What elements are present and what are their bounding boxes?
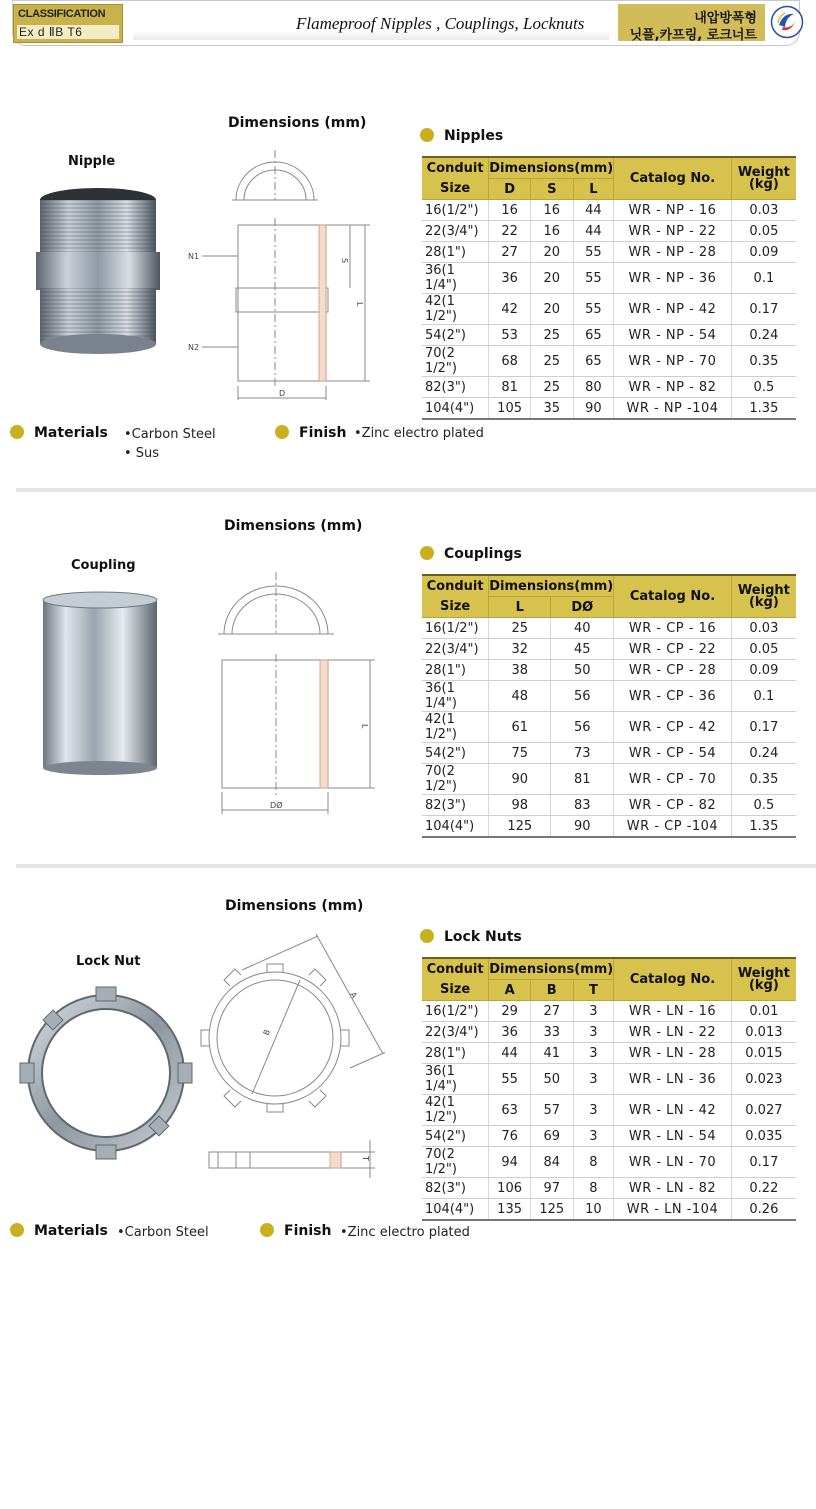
cell-catalog: WR - NP - 16 bbox=[614, 200, 732, 221]
cell-catalog: WR - CP - 28 bbox=[614, 660, 732, 681]
table-row bbox=[422, 764, 796, 795]
finish-label: Finish bbox=[299, 425, 347, 441]
col-header-conduit: Conduit bbox=[422, 575, 489, 597]
cell-c1: 25 bbox=[489, 618, 551, 639]
cell-size: 82(3") bbox=[422, 377, 489, 398]
cell-weight: 0.015 bbox=[731, 1043, 796, 1064]
cell-size: 70(2 1/2") bbox=[422, 346, 489, 377]
col-header-d: D bbox=[489, 179, 531, 200]
cell-c2: 84 bbox=[530, 1147, 573, 1178]
table-row bbox=[422, 639, 796, 660]
cell-c1: 29 bbox=[489, 1001, 531, 1022]
table-row bbox=[422, 816, 796, 838]
cell-c2: 50 bbox=[530, 1064, 573, 1095]
nipple-materials-title bbox=[10, 425, 108, 441]
cell-catalog: WR - NP - 36 bbox=[614, 263, 732, 294]
cell-catalog: WR - CP - 16 bbox=[614, 618, 732, 639]
cell-c1: 38 bbox=[489, 660, 551, 681]
cell-weight: 0.03 bbox=[731, 618, 796, 639]
table-row bbox=[422, 1178, 796, 1199]
locknut-finish-title bbox=[260, 1223, 331, 1239]
cell-c1: 106 bbox=[489, 1178, 531, 1199]
cell-size: 16(1/2") bbox=[422, 1001, 489, 1022]
col-header-size: Size bbox=[422, 597, 489, 618]
cell-size: 54(2") bbox=[422, 743, 489, 764]
cell-catalog: WR - LN - 82 bbox=[614, 1178, 732, 1199]
cell-c3: 44 bbox=[573, 200, 614, 221]
couplings-table bbox=[422, 574, 796, 838]
cell-c1: 90 bbox=[489, 764, 551, 795]
locknut-label-a: A bbox=[348, 990, 359, 1000]
locknut-technical-drawing bbox=[200, 928, 385, 1178]
cell-weight: 0.035 bbox=[731, 1126, 796, 1147]
weight-label: Weight bbox=[737, 165, 790, 180]
cell-c3: 10 bbox=[573, 1199, 614, 1221]
cell-catalog: WR - NP - 82 bbox=[614, 377, 732, 398]
cell-c1: 44 bbox=[489, 1043, 531, 1064]
cell-size: 104(4") bbox=[422, 1199, 489, 1221]
nipple-photo-icon bbox=[34, 186, 162, 358]
page-header bbox=[12, 0, 800, 46]
nipple-label-l: L bbox=[355, 302, 364, 307]
cell-size: 22(3/4") bbox=[422, 221, 489, 242]
couplings-table-title bbox=[420, 546, 522, 562]
cell-c2: 81 bbox=[551, 764, 614, 795]
cell-catalog: WR - CP - 22 bbox=[614, 639, 732, 660]
cell-c3: 90 bbox=[573, 398, 614, 420]
locknuts-table-title-text: Lock Nuts bbox=[444, 929, 522, 945]
cell-size: 42(1 1/2") bbox=[422, 712, 489, 743]
cell-c3: 55 bbox=[573, 242, 614, 263]
cell-catalog: WR - LN - 22 bbox=[614, 1022, 732, 1043]
cell-c1: 61 bbox=[489, 712, 551, 743]
bullet-dot-icon bbox=[10, 1223, 24, 1237]
cell-catalog: WR - NP - 22 bbox=[614, 221, 732, 242]
table-row bbox=[422, 1064, 796, 1095]
cell-c2: 40 bbox=[551, 618, 614, 639]
cell-size: 28(1") bbox=[422, 242, 489, 263]
cell-size: 36(1 1/4") bbox=[422, 263, 489, 294]
cell-size: 28(1") bbox=[422, 660, 489, 681]
cell-size: 28(1") bbox=[422, 1043, 489, 1064]
couplings-table-title-text: Couplings bbox=[444, 546, 522, 562]
cell-weight: 1.35 bbox=[731, 816, 796, 838]
cell-size: 70(2 1/2") bbox=[422, 764, 489, 795]
section-divider bbox=[16, 488, 816, 492]
cell-c2: 16 bbox=[530, 200, 573, 221]
nipple-label-n1: N1 bbox=[188, 252, 200, 261]
cell-weight: 0.027 bbox=[731, 1095, 796, 1126]
locknuts-table-title bbox=[420, 929, 522, 945]
cell-catalog: WR - CP -104 bbox=[614, 816, 732, 838]
cell-c1: 42 bbox=[489, 294, 531, 325]
col-header-catalog: Catalog No. bbox=[614, 575, 732, 618]
locknut-photo-icon bbox=[18, 985, 194, 1161]
cell-c2: 125 bbox=[530, 1199, 573, 1221]
cell-weight: 0.5 bbox=[731, 377, 796, 398]
section-divider bbox=[16, 864, 816, 868]
cell-weight: 0.24 bbox=[731, 325, 796, 346]
table-row bbox=[422, 398, 796, 420]
cell-c1: 27 bbox=[489, 242, 531, 263]
cell-c3: 3 bbox=[573, 1001, 614, 1022]
cell-catalog: WR - LN - 36 bbox=[614, 1064, 732, 1095]
cell-c2: 56 bbox=[551, 681, 614, 712]
col-header-d: DØ bbox=[551, 597, 614, 618]
coupling-label-l: L bbox=[360, 724, 369, 729]
classification-value: Ex d ⅡB T6 bbox=[17, 25, 119, 39]
cell-c1: 36 bbox=[489, 1022, 531, 1043]
table-row bbox=[422, 377, 796, 398]
cell-c3: 8 bbox=[573, 1147, 614, 1178]
cell-catalog: WR - CP - 70 bbox=[614, 764, 732, 795]
cell-c1: 63 bbox=[489, 1095, 531, 1126]
table-row bbox=[422, 795, 796, 816]
cell-c1: 36 bbox=[489, 263, 531, 294]
cell-c3: 8 bbox=[573, 1178, 614, 1199]
table-row bbox=[422, 1043, 796, 1064]
col-header-weight bbox=[731, 157, 796, 200]
cell-c1: 55 bbox=[489, 1064, 531, 1095]
materials-label: Materials bbox=[34, 1223, 108, 1239]
locknut-materials-title bbox=[10, 1223, 108, 1239]
col-header-conduit: Conduit bbox=[422, 958, 489, 980]
cell-size: 36(1 1/4") bbox=[422, 1064, 489, 1095]
cell-weight: 0.17 bbox=[731, 712, 796, 743]
table-row bbox=[422, 1126, 796, 1147]
coupling-dimensions-title: Dimensions (mm) bbox=[224, 518, 363, 534]
nipple-label-s: S bbox=[340, 258, 349, 264]
cell-size: 104(4") bbox=[422, 398, 489, 420]
cell-c2: 90 bbox=[551, 816, 614, 838]
bullet-dot-icon bbox=[10, 425, 24, 439]
cell-weight: 0.013 bbox=[731, 1022, 796, 1043]
nipples-table bbox=[422, 156, 796, 420]
col-header-b: B bbox=[530, 980, 573, 1001]
cell-size: 42(1 1/2") bbox=[422, 294, 489, 325]
korean-title-line1: 내압방폭형 bbox=[694, 11, 757, 26]
cell-size: 36(1 1/4") bbox=[422, 681, 489, 712]
cell-catalog: WR - LN - 28 bbox=[614, 1043, 732, 1064]
cell-size: 22(3/4") bbox=[422, 1022, 489, 1043]
cell-c3: 55 bbox=[573, 294, 614, 325]
cell-weight: 0.35 bbox=[731, 346, 796, 377]
col-header-catalog: Catalog No. bbox=[614, 157, 732, 200]
cell-catalog: WR - CP - 36 bbox=[614, 681, 732, 712]
cell-c3: 65 bbox=[573, 346, 614, 377]
cell-c2: 25 bbox=[530, 346, 573, 377]
col-header-size: Size bbox=[422, 980, 489, 1001]
cell-c2: 20 bbox=[530, 242, 573, 263]
col-header-dimensions: Dimensions(mm) bbox=[489, 958, 614, 980]
nipple-product-label: Nipple bbox=[68, 154, 116, 169]
locknuts-table bbox=[422, 957, 796, 1221]
cell-catalog: WR - LN - 54 bbox=[614, 1126, 732, 1147]
cell-weight: 0.24 bbox=[731, 743, 796, 764]
nipple-finish-value: •Zinc electro plated bbox=[354, 426, 484, 441]
table-row bbox=[422, 294, 796, 325]
cell-c1: 68 bbox=[489, 346, 531, 377]
nipples-table-title bbox=[420, 128, 503, 144]
table-row bbox=[422, 618, 796, 639]
cell-size: 54(2") bbox=[422, 1126, 489, 1147]
weight-unit: (kg) bbox=[748, 177, 779, 192]
coupling-label-d: DØ bbox=[270, 801, 283, 810]
cell-weight: 0.1 bbox=[731, 263, 796, 294]
cell-weight: 0.09 bbox=[731, 242, 796, 263]
locknut-finish-value: •Zinc electro plated bbox=[340, 1225, 470, 1240]
cell-c2: 73 bbox=[551, 743, 614, 764]
cell-weight: 0.05 bbox=[731, 221, 796, 242]
nipple-label-d: D bbox=[279, 389, 286, 398]
locknut-material-1: •Carbon Steel bbox=[117, 1225, 209, 1240]
table-row bbox=[422, 1022, 796, 1043]
cell-c1: 94 bbox=[489, 1147, 531, 1178]
cell-c1: 22 bbox=[489, 221, 531, 242]
col-header-dimensions: Dimensions(mm) bbox=[489, 575, 614, 597]
coupling-product-label: Coupling bbox=[71, 558, 136, 573]
col-header-l: L bbox=[489, 597, 551, 618]
cell-c2: 83 bbox=[551, 795, 614, 816]
locknut-dimensions-title: Dimensions (mm) bbox=[225, 898, 364, 914]
cell-c1: 125 bbox=[489, 816, 551, 838]
col-header-l: L bbox=[573, 179, 614, 200]
cell-c1: 16 bbox=[489, 200, 531, 221]
cell-size: 16(1/2") bbox=[422, 200, 489, 221]
table-row bbox=[422, 1147, 796, 1178]
nipple-finish-title bbox=[275, 425, 346, 441]
cell-catalog: WR - LN -104 bbox=[614, 1199, 732, 1221]
bullet-dot-icon bbox=[260, 1223, 274, 1237]
cell-c1: 76 bbox=[489, 1126, 531, 1147]
cell-c3: 65 bbox=[573, 325, 614, 346]
cell-c2: 50 bbox=[551, 660, 614, 681]
col-header-t: T bbox=[573, 980, 614, 1001]
bullet-dot-icon bbox=[420, 546, 434, 560]
cell-catalog: WR - NP - 54 bbox=[614, 325, 732, 346]
cell-weight: 0.17 bbox=[731, 294, 796, 325]
col-header-weight bbox=[731, 958, 796, 1001]
cell-c1: 135 bbox=[489, 1199, 531, 1221]
materials-label: Materials bbox=[34, 425, 108, 441]
cell-size: 16(1/2") bbox=[422, 618, 489, 639]
col-header-dimensions: Dimensions(mm) bbox=[489, 157, 614, 179]
cell-catalog: WR - NP - 70 bbox=[614, 346, 732, 377]
cell-size: 82(3") bbox=[422, 1178, 489, 1199]
bullet-dot-icon bbox=[275, 425, 289, 439]
table-row bbox=[422, 200, 796, 221]
col-header-catalog: Catalog No. bbox=[614, 958, 732, 1001]
table-row bbox=[422, 325, 796, 346]
cell-catalog: WR - NP - 28 bbox=[614, 242, 732, 263]
cell-weight: 0.17 bbox=[731, 1147, 796, 1178]
cell-c1: 53 bbox=[489, 325, 531, 346]
cell-catalog: WR - LN - 70 bbox=[614, 1147, 732, 1178]
cell-c1: 81 bbox=[489, 377, 531, 398]
col-header-weight bbox=[731, 575, 796, 618]
cell-c2: 56 bbox=[551, 712, 614, 743]
locknut-label-b: B bbox=[261, 1028, 273, 1037]
table-row bbox=[422, 660, 796, 681]
cell-c3: 3 bbox=[573, 1126, 614, 1147]
table-row bbox=[422, 712, 796, 743]
cell-weight: 0.1 bbox=[731, 681, 796, 712]
cell-catalog: WR - LN - 42 bbox=[614, 1095, 732, 1126]
col-header-s: S bbox=[530, 179, 573, 200]
cell-c2: 27 bbox=[530, 1001, 573, 1022]
cell-c3: 3 bbox=[573, 1043, 614, 1064]
cell-catalog: WR - CP - 54 bbox=[614, 743, 732, 764]
nipple-material-2: • Sus bbox=[124, 446, 160, 461]
cell-c3: 55 bbox=[573, 263, 614, 294]
cell-weight: 1.35 bbox=[731, 398, 796, 420]
page-title: Flameproof Nipples , Couplings, Locknuts bbox=[296, 14, 585, 33]
col-header-size: Size bbox=[422, 179, 489, 200]
company-logo-icon bbox=[770, 5, 804, 39]
table-row bbox=[422, 221, 796, 242]
nipple-technical-drawing bbox=[180, 148, 380, 406]
cell-c3: 3 bbox=[573, 1022, 614, 1043]
cell-c2: 25 bbox=[530, 377, 573, 398]
cell-weight: 0.35 bbox=[731, 764, 796, 795]
cell-catalog: WR - LN - 16 bbox=[614, 1001, 732, 1022]
cell-c2: 45 bbox=[551, 639, 614, 660]
col-header-conduit: Conduit bbox=[422, 157, 489, 179]
cell-weight: 0.01 bbox=[731, 1001, 796, 1022]
cell-c1: 75 bbox=[489, 743, 551, 764]
cell-c1: 48 bbox=[489, 681, 551, 712]
korean-title-line2: 닛플,카프링, 로크너트 bbox=[629, 28, 757, 43]
table-row bbox=[422, 681, 796, 712]
col-header-a: A bbox=[489, 980, 531, 1001]
cell-weight: 0.5 bbox=[731, 795, 796, 816]
cell-catalog: WR - NP - 42 bbox=[614, 294, 732, 325]
cell-size: 104(4") bbox=[422, 816, 489, 838]
cell-c2: 16 bbox=[530, 221, 573, 242]
cell-size: 22(3/4") bbox=[422, 639, 489, 660]
nipple-dimensions-title: Dimensions (mm) bbox=[228, 115, 367, 131]
cell-c2: 69 bbox=[530, 1126, 573, 1147]
table-row bbox=[422, 263, 796, 294]
nipple-material-1: •Carbon Steel bbox=[124, 427, 216, 442]
table-row bbox=[422, 242, 796, 263]
cell-c2: 41 bbox=[530, 1043, 573, 1064]
cell-c2: 20 bbox=[530, 294, 573, 325]
cell-c1: 32 bbox=[489, 639, 551, 660]
cell-catalog: WR - CP - 42 bbox=[614, 712, 732, 743]
korean-title-box bbox=[618, 4, 765, 41]
cell-c3: 3 bbox=[573, 1064, 614, 1095]
weight-unit: (kg) bbox=[748, 978, 779, 993]
bullet-dot-icon bbox=[420, 128, 434, 142]
cell-size: 82(3") bbox=[422, 795, 489, 816]
nipple-label-n2: N2 bbox=[188, 343, 200, 352]
cell-c2: 57 bbox=[530, 1095, 573, 1126]
cell-c3: 3 bbox=[573, 1095, 614, 1126]
cell-c1: 105 bbox=[489, 398, 531, 420]
coupling-photo-icon bbox=[40, 590, 160, 776]
cell-c3: 44 bbox=[573, 221, 614, 242]
classification-label: CLASSIFICATION bbox=[18, 8, 106, 20]
cell-weight: 0.023 bbox=[731, 1064, 796, 1095]
weight-label: Weight bbox=[737, 583, 790, 598]
cell-weight: 0.09 bbox=[731, 660, 796, 681]
locknut-product-label: Lock Nut bbox=[76, 954, 141, 969]
table-row bbox=[422, 1001, 796, 1022]
cell-c2: 97 bbox=[530, 1178, 573, 1199]
table-row bbox=[422, 346, 796, 377]
cell-c3: 80 bbox=[573, 377, 614, 398]
weight-unit: (kg) bbox=[748, 595, 779, 610]
cell-weight: 0.05 bbox=[731, 639, 796, 660]
table-row bbox=[422, 1199, 796, 1221]
cell-c2: 20 bbox=[530, 263, 573, 294]
cell-weight: 0.03 bbox=[731, 200, 796, 221]
cell-catalog: WR - CP - 82 bbox=[614, 795, 732, 816]
cell-c2: 35 bbox=[530, 398, 573, 420]
cell-size: 54(2") bbox=[422, 325, 489, 346]
classification-badge bbox=[13, 4, 123, 43]
cell-weight: 0.26 bbox=[731, 1199, 796, 1221]
cell-catalog: WR - NP -104 bbox=[614, 398, 732, 420]
cell-weight: 0.22 bbox=[731, 1178, 796, 1199]
cell-c2: 25 bbox=[530, 325, 573, 346]
cell-size: 42(1 1/2") bbox=[422, 1095, 489, 1126]
coupling-technical-drawing bbox=[210, 570, 380, 820]
nipples-table-title-text: Nipples bbox=[444, 128, 504, 144]
locknut-label-t: T bbox=[361, 1156, 370, 1161]
table-row bbox=[422, 743, 796, 764]
cell-size: 70(2 1/2") bbox=[422, 1147, 489, 1178]
bullet-dot-icon bbox=[420, 929, 434, 943]
cell-c1: 98 bbox=[489, 795, 551, 816]
table-row bbox=[422, 1095, 796, 1126]
finish-label: Finish bbox=[284, 1223, 332, 1239]
cell-c2: 33 bbox=[530, 1022, 573, 1043]
weight-label: Weight bbox=[737, 966, 790, 981]
